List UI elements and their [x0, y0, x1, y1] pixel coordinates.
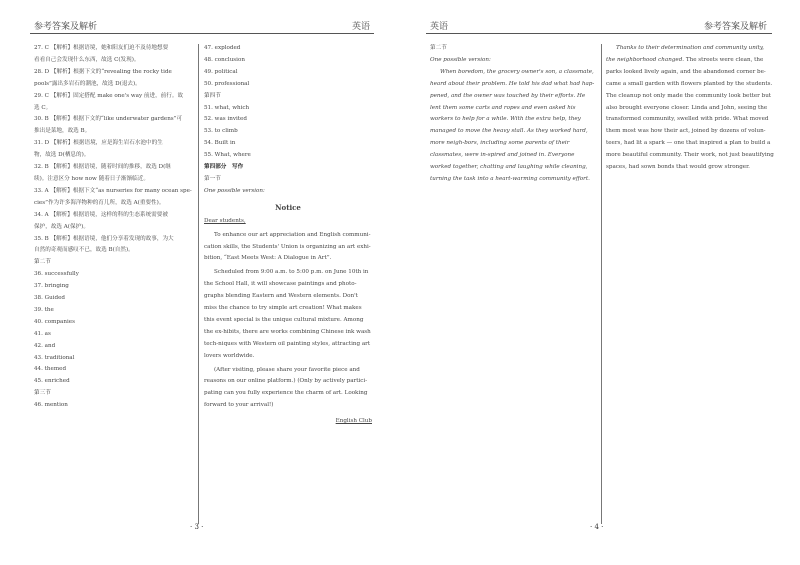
- answer-line: 43. traditional: [34, 354, 75, 361]
- answer-line: 选 C。: [34, 104, 52, 111]
- answer-line: 52. was invited: [204, 116, 247, 123]
- answer-line: 50. professional: [204, 80, 250, 87]
- answer-line: 47. exploded: [204, 45, 241, 51]
- answer-line: 第四节: [204, 92, 221, 99]
- left-column-1: [34, 43, 192, 412]
- left-header-rule: [30, 33, 374, 34]
- answer-line: 物，故选 D(栖息的)。: [34, 152, 90, 159]
- notice-paragraph: To enhance our art appreciation and English communi-cation skills, the Students' Union is organizing an art exhi-bition, “East Meets West: A Dialogue in Art”.: [204, 231, 371, 262]
- right-column-1: [430, 43, 596, 186]
- answer-line: 54. Built in: [204, 140, 236, 147]
- answer-line: 45. enriched: [34, 378, 70, 385]
- left-page-number: · 3 ·: [190, 523, 204, 531]
- answer-line: 39. the: [34, 306, 54, 313]
- right-column-divider: [601, 44, 602, 524]
- answer-line: 33. A 【解析】根据下文“as nurseries for many ocean spe-: [34, 187, 192, 194]
- right-possible-version-label: One possible version:: [430, 56, 491, 63]
- right-section-heading: 第二节: [430, 45, 447, 51]
- writing-subsection-heading: 第一节: [204, 175, 221, 182]
- answer-line: 推出是菜地，故选 B。: [34, 128, 91, 135]
- answer-line: 35. B 【解析】根据语境，他们分享着发现的故事，为大: [34, 235, 174, 242]
- answer-line: 41. as: [34, 330, 51, 337]
- answer-line: 49. political: [204, 68, 238, 75]
- answer-line: 48. conclusion: [204, 56, 245, 63]
- answer-line: 46. mention: [34, 402, 68, 409]
- answer-line: 自然的奇观而感叹不已，故选 B(自然)。: [34, 247, 134, 254]
- answer-line: 38. Guided: [34, 295, 66, 302]
- answer-line: 续)。注意区分 how now 随着日子渐渐临近。: [34, 175, 149, 182]
- left-column-divider: [198, 44, 199, 524]
- notice-greeting: Dear students,: [204, 217, 246, 224]
- answer-line: 31. D 【解析】根据语境，应是海生岩石水池中的生: [34, 140, 163, 147]
- answer-line: 28. D 【解析】根据下文的“revealing the rocky tide: [34, 68, 172, 75]
- notice-paragraph: Scheduled from 9:00 a.m. to 5:00 p.m. on June 10th in the School Hall, it will showcase paintings and photo-graphs blending Eastern and Western elements. Don't miss the chance to try simple art creation! What makes this event special is the unique cultural mixture. Among the ex-hibits, there are works combining Chinese ink wash tech-niques with Western oil painting styles, attracting art lovers worldwide.: [204, 269, 371, 359]
- notice-signature: English Club: [335, 418, 372, 425]
- right-header-subject: 英语: [430, 22, 449, 32]
- answer-list: [204, 43, 372, 162]
- answer-line: 32. B 【解析】根据语境，随着时间的推移，故选 D(继: [34, 164, 171, 171]
- right-page-number: · 4 ·: [590, 523, 604, 531]
- answer-line: 30. B 【解析】根据下文的“like underwater gardens”可: [34, 116, 183, 123]
- right-header-title: 参考答案及解析: [704, 22, 768, 32]
- story-paragraph-1: When boredom, the grocery owner's son, a classmate, heard about their problem. He told his dad what had hap-pened, and the owner was touched by their efforts. He lent them some carts and ropes and even asked his workers to help for a while. With the extra help, they managed to move the heavy stall. As they worked hard, more neigh-bors, including some parents of their classmates, were in-spired and joined in. Everyone worked together, chatting and laughing while cleaning, turning the task into a heart-warming community effort.: [430, 68, 595, 182]
- answer-line: 第三节: [34, 390, 51, 397]
- answer-line: 42. and: [34, 342, 56, 349]
- answer-line: 36. successfully: [34, 271, 79, 278]
- answer-line: 保护，故选 A(保护)。: [34, 223, 89, 230]
- answer-line: cies”作为许多海洋物种的育儿所，故选 A(重要性)。: [34, 199, 165, 206]
- answer-line: 27. C 【解析】根据语境，她和阳友们迫不及待地想要: [34, 45, 169, 51]
- answer-line: 51. what, which: [204, 104, 250, 111]
- answer-line: 34. A 【解析】根据语境，这样的科的生态系统需要被: [34, 211, 168, 218]
- right-page: [400, 0, 800, 565]
- left-header-subject: 英语: [352, 22, 371, 32]
- answer-line: 53. to climb: [204, 128, 238, 135]
- right-column-2: [606, 43, 774, 174]
- notice-title: Notice: [275, 202, 301, 212]
- notice-body: [204, 230, 372, 413]
- answer-line: 29. C 【解析】固定搭配 make one's way 前进，前行。故: [34, 92, 184, 99]
- writing-section-heading: 第四部分 写作: [204, 164, 244, 171]
- answer-line: 看看自己会发现什么东西，故选 C(发现)。: [34, 56, 140, 63]
- notice-paragraph: (After visiting, please share your favorite piece and reasons on our online platform.) (Only by actively partici-pating can you fully experience the charm of art. Looking forward to your arrival!): [204, 366, 368, 409]
- answer-line: 55. What, where: [204, 152, 251, 159]
- answer-line: 37. bringing: [34, 283, 69, 290]
- possible-version-label: One possible version:: [204, 187, 265, 194]
- answer-line: 第二节: [34, 259, 51, 266]
- answer-line: 40. companies: [34, 318, 75, 325]
- left-header-title: 参考答案及解析: [34, 22, 98, 32]
- answer-line: 44. themed: [34, 366, 67, 373]
- left-column-2: [204, 43, 372, 428]
- right-header-rule: [426, 33, 772, 34]
- story-paragraph-2-rest: The streets were clean, the parks looked lively again, and the abandoned corner be-came a small garden with flowers planted by the students. The cleanup not only made the community look better but also brought everyone closer. Linda and John, seeing the transformed community, swelled with pride. What moved them most was how their act, joined by dozens of volun-teers, had lit a spark — one that inspired a plan to build a more beautiful community. Their work, not just beautifying spaces, had sown bonds that would grow stronger.: [606, 56, 774, 171]
- story-paragraph-2-lead: Thanks to their determination and community unity, the neighborhood changed.: [606, 45, 765, 63]
- answer-line: pools”露出多岩石的潮池，故选 D(退去)。: [34, 80, 141, 87]
